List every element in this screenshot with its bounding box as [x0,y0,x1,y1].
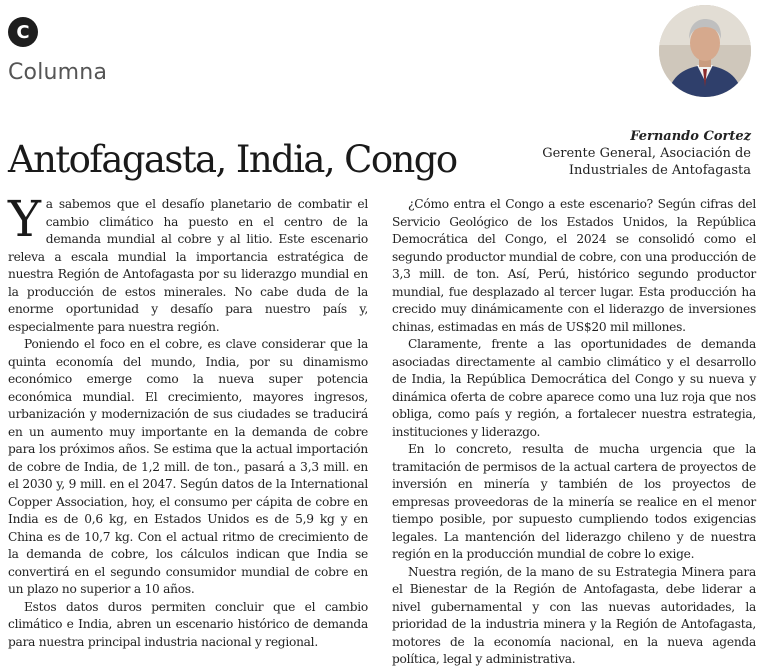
badge-letter: C [16,21,30,43]
author-name: Fernando Cortez [630,129,751,144]
author-avatar [659,5,751,97]
drop-cap: Y [8,190,41,248]
author-portrait-icon [659,5,751,97]
article-paragraph [8,190,368,336]
author-byline [542,128,751,179]
section-label: Columna [8,60,108,85]
paragraph-text: a sabemos que el desafío planetario de combatir el cambio climático ha puesto en el centro de la demanda mundial al cobre y al litio. Este escenario releva a escala mundial la importancia estratégica de nuestra Región de Antofagasta por su liderazgo mundial en la producción de estos minerales. No cabe duda de la enorme oportunidad y desafío para nuestro país y, especialmente para nuestra región. [8,197,368,334]
column-badge [8,17,38,47]
article-paragraph: Poniendo el foco en el cobre, es clave considerar que la quinta economía del mundo, India, por su dinamismo económico emerge como la nueva super potencia económica mundial. El crecimiento, mayores ingresos, urbanización y modernización de sus ciudades se traducirá en un aumento muy importante en la demanda de cobre para los próximos años. Se estima que la actual importación de cobre de India, de 1,2 mill. de ton., pasará a 3,3 mill. en el 2030 y, 9 mill. en el 2047. Según datos de la International Copper Association, hoy, el consumo per cápita de cobre en India es de 0,6 kg, en Estados Unidos es de 5,9 kg y en China es de 10,7 kg. Con el actual ritmo de crecimiento de la demanda de cobre, los cálculos indican que India se convertirá en el segundo consumidor mundial de cobre en un plazo no superior a 10 años. [8,337,368,596]
article-column-right [392,196,756,669]
article-column-left [8,190,368,651]
author-role-line-2: Industriales de Antofagasta [568,163,751,178]
article-title: Antofagasta, India, Congo [8,138,457,181]
article-paragraph: Estos datos duros permiten concluir que el cambio climático e India, abren un escenario histórico de demanda para nuestra principal industria nacional y regional. [8,599,368,649]
article-paragraph: En lo concreto, resulta de mucha urgencia que la tramitación de permisos de la actual cartera de proyectos de inversión en minería y también de los proyectos de empresas proveedoras de la minería se realice en el menor tiempo posible, por supuesto cumpliendo todos exigencias legales. La mantención del liderazgo chileno y de nuestra región en la producción mundial de cobre lo exige. [392,442,756,561]
article-paragraph: ¿Cómo entra el Congo a este escenario? Según cifras del Servicio Geológico de los Estados Unidos, la República Democrática del Congo, el 2024 se consolidó como el segundo productor mundial de cobre, con una producción de 3,3 mill. de ton. Así, Perú, histórico segundo productor mundial, fue desplazado al tercer lugar. Esta producción ha crecido muy dinámicamente con el liderazgo de inversiones chinas, estimadas en más de US$20 mil millones. [392,197,756,334]
author-role-line-1: Gerente General, Asociación de [542,146,751,161]
article-paragraph: Nuestra región, de la mano de su Estrategia Minera para el Bienestar de la Región de Antofagasta, debe liderar a nivel gubernamental y con las nuevas autoridades, la prioridad de la industria minera y la Región de Antofagasta, motores de la economía nacional, en la nueva agenda política, legal y administrativa. [392,564,756,666]
article-paragraph: Claramente, frente a las oportunidades de demanda asociadas directamente al cambio climático y el desarrollo de India, la República Democrática del Congo y su nueva y dinámica oferta de cobre aparece como una luz roja que nos obliga, como país y región, a fortalecer nuestra estrategia, instituciones y liderazgo. [392,337,756,439]
